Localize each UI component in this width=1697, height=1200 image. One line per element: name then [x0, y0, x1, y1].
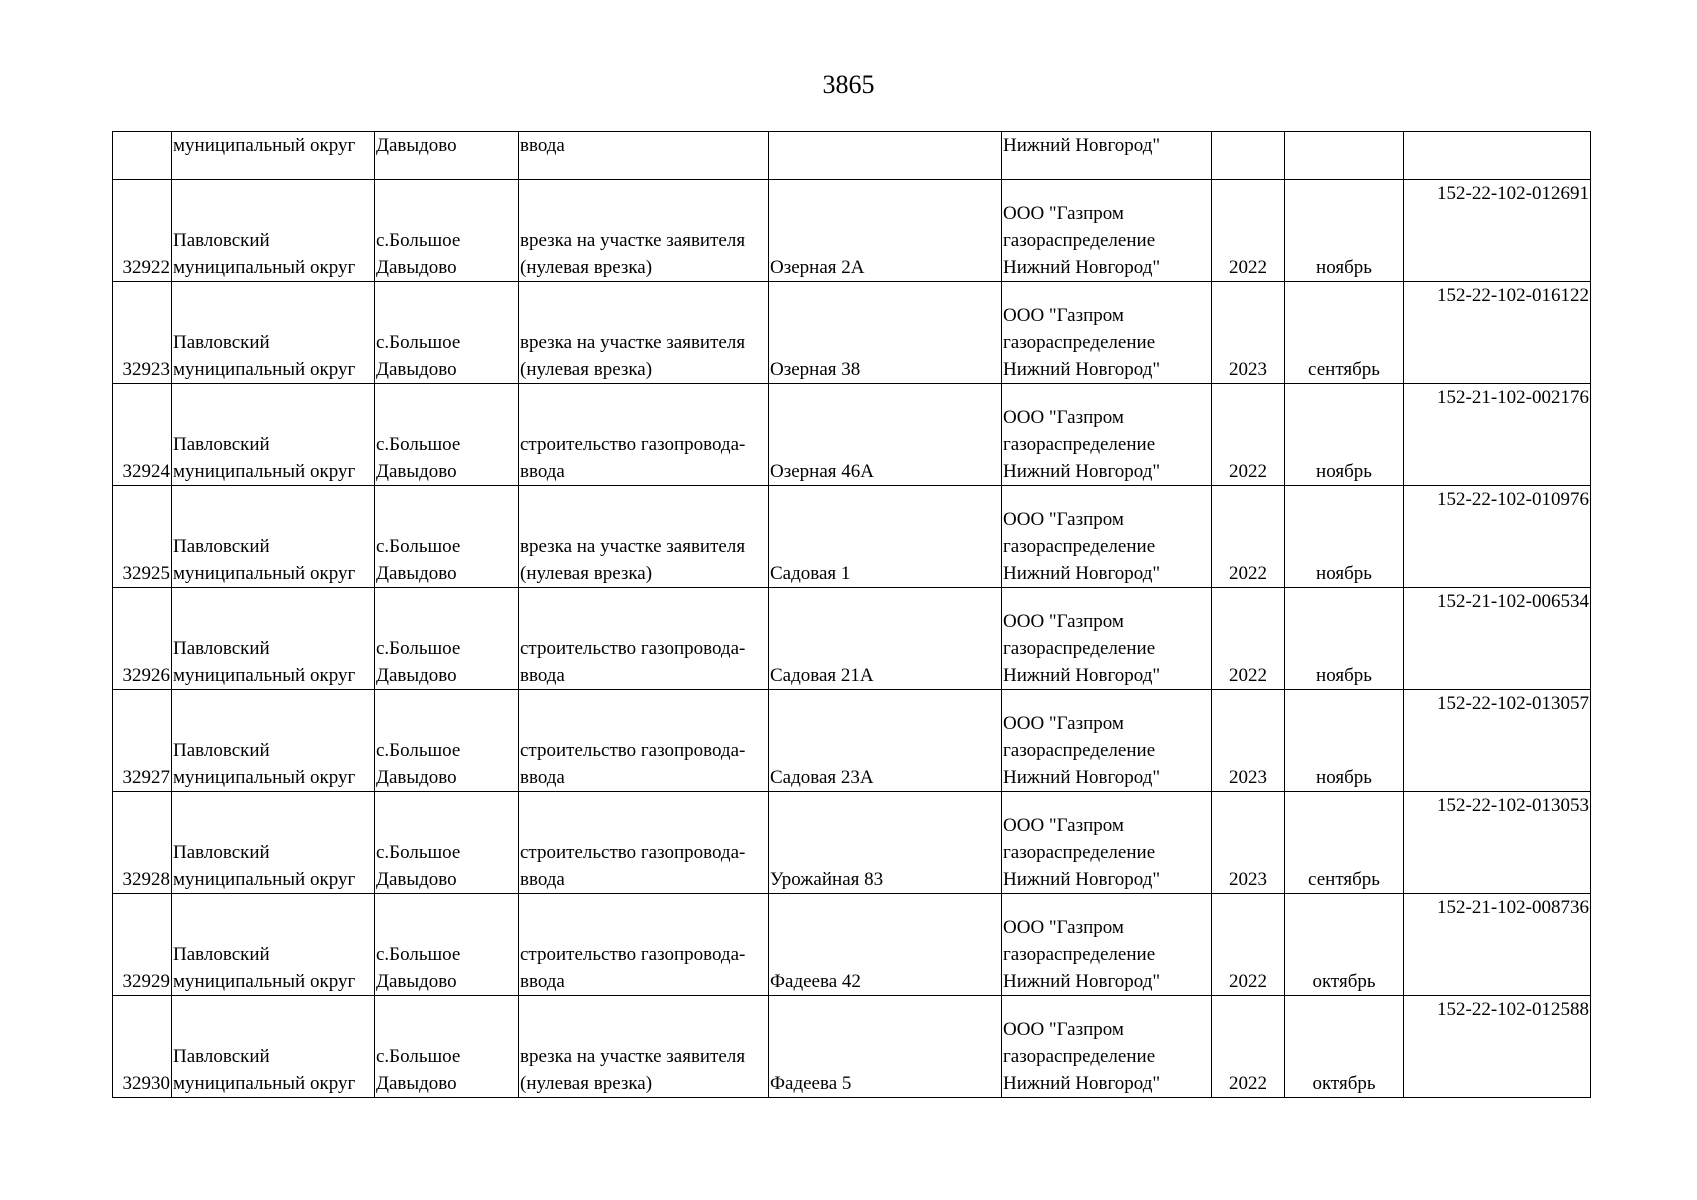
cell-line: ООО "Газпром — [1003, 407, 1124, 428]
cell-organization — [1002, 792, 1212, 894]
cell-district — [172, 282, 375, 384]
cell-address: Фадеева 42 — [769, 894, 1002, 996]
page-number: 3865 — [822, 70, 875, 99]
cell-line: Давыдово — [376, 359, 457, 380]
cell-line: с.Большое — [376, 536, 461, 557]
cell-line: строительство газопровода- — [520, 434, 746, 455]
cell-district — [172, 996, 375, 1098]
cell-line: (нулевая врезка) — [520, 359, 653, 380]
cell-line: газораспределение — [1003, 638, 1156, 659]
cell-code: 152-22-102-013057 — [1404, 690, 1591, 792]
cell-line: муниципальный округ — [173, 767, 356, 788]
cell-district — [172, 690, 375, 792]
cell-line: ООО "Газпром — [1003, 203, 1124, 224]
cell-address: Озерная 2А — [769, 180, 1002, 282]
cell-year: 2022 — [1212, 384, 1285, 486]
table-row — [113, 180, 1591, 282]
cell-village — [375, 792, 519, 894]
cell-line: ввода — [520, 869, 565, 890]
cell-village — [375, 996, 519, 1098]
cell-number: 32925 — [113, 486, 172, 588]
cell-number: 32927 — [113, 690, 172, 792]
cell-line: Давыдово — [376, 665, 457, 686]
cell-work-type — [519, 384, 769, 486]
cell-work-type — [519, 996, 769, 1098]
cell-line: муниципальный округ — [173, 971, 356, 992]
cell-work-type — [519, 180, 769, 282]
cell-line: ввода — [520, 665, 565, 686]
cell-code: 152-22-102-013053 — [1404, 792, 1591, 894]
cell-line: с.Большое — [376, 638, 461, 659]
cell-line: муниципальный округ — [173, 257, 356, 278]
cell-line: Павловский — [173, 638, 270, 659]
cell-line: врезка на участке заявителя — [520, 230, 746, 251]
cell-code: 152-22-102-012691 — [1404, 180, 1591, 282]
cell-line: ООО "Газпром — [1003, 713, 1124, 734]
cell-line: врезка на участке заявителя — [520, 536, 746, 557]
cell-work-type — [519, 282, 769, 384]
cell-line: (нулевая врезка) — [520, 1073, 653, 1094]
cell-line: Павловский — [173, 1046, 270, 1067]
cell-line: Павловский — [173, 332, 270, 353]
table-row-continued — [113, 132, 1591, 180]
cell-line: муниципальный округ — [173, 461, 356, 482]
table-row — [113, 384, 1591, 486]
cell-line: Павловский — [173, 842, 270, 863]
cell-address: Садовая 21А — [769, 588, 1002, 690]
cell-line: Павловский — [173, 536, 270, 557]
cell-address — [769, 132, 1002, 180]
cell-line: муниципальный округ — [173, 869, 356, 890]
cell-year: 2023 — [1212, 792, 1285, 894]
cell-line: газораспределение — [1003, 230, 1156, 251]
cell-address: Садовая 23А — [769, 690, 1002, 792]
cell-year — [1212, 132, 1285, 180]
cell-line: Давыдово — [376, 767, 457, 788]
cell-work-type: ввода — [519, 132, 769, 180]
cell-line: ООО "Газпром — [1003, 1019, 1124, 1040]
table-row — [113, 792, 1591, 894]
cell-line: Нижний Новгород" — [1003, 563, 1161, 584]
cell-line: Нижний Новгород" — [1003, 257, 1161, 278]
cell-year: 2022 — [1212, 486, 1285, 588]
cell-line: Нижний Новгород" — [1003, 359, 1161, 380]
cell-address: Фадеева 5 — [769, 996, 1002, 1098]
cell-number: 32930 — [113, 996, 172, 1098]
cell-line: строительство газопровода- — [520, 638, 746, 659]
cell-month: октябрь — [1285, 894, 1404, 996]
cell-line: Павловский — [173, 740, 270, 761]
cell-year: 2022 — [1212, 588, 1285, 690]
cell-line: Давыдово — [376, 1073, 457, 1094]
cell-number: 32929 — [113, 894, 172, 996]
cell-organization: Нижний Новгород" — [1002, 132, 1212, 180]
cell-month: сентябрь — [1285, 282, 1404, 384]
cell-village — [375, 282, 519, 384]
cell-district — [172, 384, 375, 486]
cell-line: ввода — [520, 767, 565, 788]
cell-line: с.Большое — [376, 740, 461, 761]
cell-line: Павловский — [173, 434, 270, 455]
cell-address: Садовая 1 — [769, 486, 1002, 588]
cell-line: Давыдово — [376, 971, 457, 992]
cell-month: ноябрь — [1285, 690, 1404, 792]
cell-organization — [1002, 384, 1212, 486]
cell-line: Нижний Новгород" — [1003, 665, 1161, 686]
cell-line: ООО "Газпром — [1003, 815, 1124, 836]
cell-line: ввода — [520, 971, 565, 992]
cell-line: муниципальный округ — [173, 563, 356, 584]
cell-line: Павловский — [173, 230, 270, 251]
cell-district: муниципальный округ — [172, 132, 375, 180]
cell-code: 152-22-102-016122 — [1404, 282, 1591, 384]
cell-organization — [1002, 180, 1212, 282]
cell-month: ноябрь — [1285, 180, 1404, 282]
cell-year: 2022 — [1212, 996, 1285, 1098]
cell-district — [172, 588, 375, 690]
cell-year: 2022 — [1212, 894, 1285, 996]
cell-line: газораспределение — [1003, 1046, 1156, 1067]
cell-year: 2023 — [1212, 282, 1285, 384]
cell-work-type — [519, 792, 769, 894]
cell-number: 32924 — [113, 384, 172, 486]
cell-line: Давыдово — [376, 869, 457, 890]
cell-line: с.Большое — [376, 944, 461, 965]
table-row — [113, 690, 1591, 792]
table-row — [113, 996, 1591, 1098]
cell-line: Давыдово — [376, 563, 457, 584]
cell-organization — [1002, 588, 1212, 690]
cell-line: с.Большое — [376, 332, 461, 353]
cell-line: Нижний Новгород" — [1003, 1073, 1161, 1094]
cell-number: 32926 — [113, 588, 172, 690]
cell-code: 152-21-102-002176 — [1404, 384, 1591, 486]
cell-number: 32922 — [113, 180, 172, 282]
cell-line: Нижний Новгород" — [1003, 971, 1161, 992]
table-row — [113, 588, 1591, 690]
cell-line: строительство газопровода- — [520, 944, 746, 965]
cell-line: газораспределение — [1003, 536, 1156, 557]
cell-line: муниципальный округ — [173, 665, 356, 686]
cell-line: врезка на участке заявителя — [520, 1046, 746, 1067]
cell-month: ноябрь — [1285, 384, 1404, 486]
cell-organization — [1002, 486, 1212, 588]
cell-line: ООО "Газпром — [1003, 509, 1124, 530]
cell-village — [375, 180, 519, 282]
table-row — [113, 894, 1591, 996]
cell-line: (нулевая врезка) — [520, 563, 653, 584]
cell-month: ноябрь — [1285, 588, 1404, 690]
cell-line: строительство газопровода- — [520, 740, 746, 761]
cell-line: ООО "Газпром — [1003, 917, 1124, 938]
cell-work-type — [519, 486, 769, 588]
cell-line: Нижний Новгород" — [1003, 767, 1161, 788]
cell-year: 2023 — [1212, 690, 1285, 792]
cell-code: 152-21-102-008736 — [1404, 894, 1591, 996]
cell-line: Давыдово — [376, 461, 457, 482]
cell-line: строительство газопровода- — [520, 842, 746, 863]
cell-line: муниципальный округ — [173, 1073, 356, 1094]
cell-organization — [1002, 690, 1212, 792]
cell-line: муниципальный округ — [173, 359, 356, 380]
cell-village — [375, 894, 519, 996]
cell-line: газораспределение — [1003, 332, 1156, 353]
cell-address: Озерная 38 — [769, 282, 1002, 384]
table-row — [113, 282, 1591, 384]
cell-address: Озерная 46А — [769, 384, 1002, 486]
cell-work-type — [519, 588, 769, 690]
cell-address: Урожайная 83 — [769, 792, 1002, 894]
cell-village: Давыдово — [375, 132, 519, 180]
cell-line: газораспределение — [1003, 434, 1156, 455]
cell-district — [172, 486, 375, 588]
cell-organization — [1002, 996, 1212, 1098]
cell-district — [172, 792, 375, 894]
cell-line: Давыдово — [376, 257, 457, 278]
cell-month — [1285, 132, 1404, 180]
cell-village — [375, 690, 519, 792]
cell-district — [172, 894, 375, 996]
cell-line: Нижний Новгород" — [1003, 869, 1161, 890]
cell-code: 152-22-102-010976 — [1404, 486, 1591, 588]
cell-line: Нижний Новгород" — [1003, 461, 1161, 482]
cell-work-type — [519, 894, 769, 996]
cell-line: с.Большое — [376, 230, 461, 251]
cell-line: (нулевая врезка) — [520, 257, 653, 278]
cell-organization — [1002, 894, 1212, 996]
cell-line: врезка на участке заявителя — [520, 332, 746, 353]
cell-line: ввода — [520, 461, 565, 482]
cell-line: ООО "Газпром — [1003, 611, 1124, 632]
cell-number: 32928 — [113, 792, 172, 894]
cell-line: газораспределение — [1003, 842, 1156, 863]
cell-work-type — [519, 690, 769, 792]
cell-line: с.Большое — [376, 434, 461, 455]
cell-line: газораспределение — [1003, 944, 1156, 965]
cell-line: с.Большое — [376, 1046, 461, 1067]
cell-line: газораспределение — [1003, 740, 1156, 761]
cell-village — [375, 588, 519, 690]
gasification-register-table — [112, 131, 1591, 1098]
cell-line: Павловский — [173, 944, 270, 965]
table-row — [113, 486, 1591, 588]
cell-month: сентябрь — [1285, 792, 1404, 894]
cell-organization — [1002, 282, 1212, 384]
cell-line: ООО "Газпром — [1003, 305, 1124, 326]
cell-code — [1404, 132, 1591, 180]
cell-code: 152-21-102-006534 — [1404, 588, 1591, 690]
cell-district — [172, 180, 375, 282]
cell-line: с.Большое — [376, 842, 461, 863]
cell-village — [375, 384, 519, 486]
cell-village — [375, 486, 519, 588]
cell-month: ноябрь — [1285, 486, 1404, 588]
cell-number: 32923 — [113, 282, 172, 384]
cell-number — [113, 132, 172, 180]
cell-code: 152-22-102-012588 — [1404, 996, 1591, 1098]
cell-month: октябрь — [1285, 996, 1404, 1098]
cell-year: 2022 — [1212, 180, 1285, 282]
